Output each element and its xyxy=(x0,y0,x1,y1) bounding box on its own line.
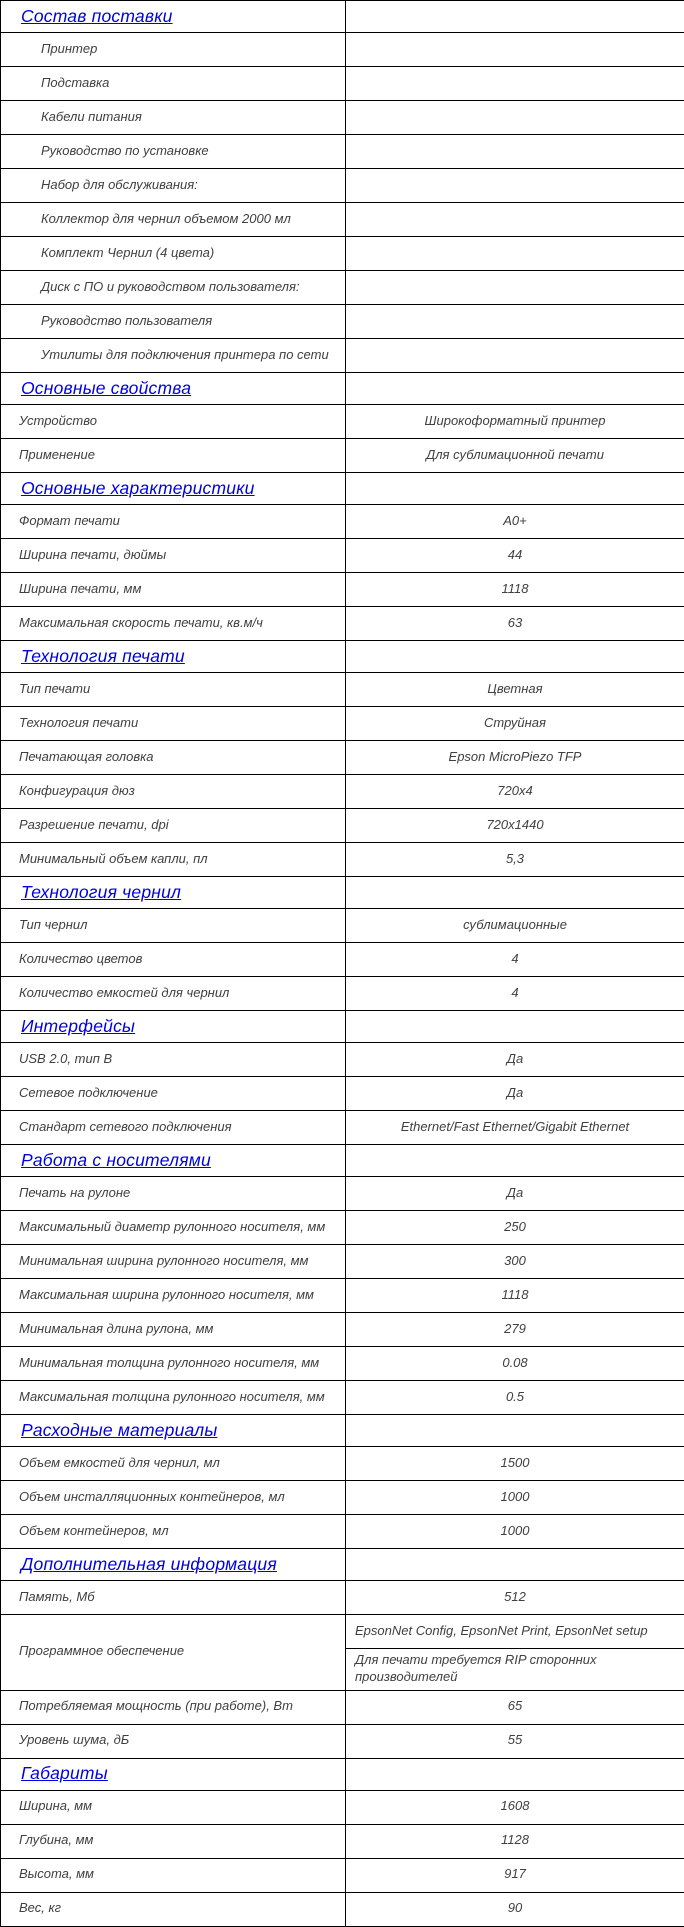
spec-value: 250 xyxy=(346,1211,684,1245)
spec-label: Тип чернил xyxy=(1,909,346,943)
spec-label: Применение xyxy=(1,439,346,473)
spec-value: Epson MicroPiezo TFP xyxy=(346,741,684,775)
spec-row xyxy=(1,809,684,843)
spec-value: Струйная xyxy=(346,707,684,741)
spec-value: 63 xyxy=(346,607,684,641)
spec-row xyxy=(1,505,684,539)
spec-label: Количество цветов xyxy=(1,943,346,977)
spec-value: Цветная xyxy=(346,673,684,707)
spec-label: Программное обеспечение xyxy=(1,1615,346,1691)
spec-row xyxy=(1,1581,684,1615)
section-title[interactable]: Технология чернил xyxy=(21,881,181,904)
spec-row xyxy=(1,1515,684,1549)
section-header-row xyxy=(1,1758,684,1790)
spec-row xyxy=(1,1724,684,1758)
section-header-empty-cell xyxy=(346,1145,684,1177)
spec-row xyxy=(1,67,684,101)
spec-label: Минимальная длина рулона, мм xyxy=(1,1313,346,1347)
section-title[interactable]: Дополнительная информация xyxy=(21,1553,277,1576)
spec-value xyxy=(346,203,684,237)
section-title[interactable]: Основные характеристики xyxy=(21,477,255,500)
section-header-empty-cell xyxy=(346,877,684,909)
spec-label: Максимальная ширина рулонного носителя, мм xyxy=(1,1279,346,1313)
spec-value: EpsonNet Config, EpsonNet Print, EpsonNet setup xyxy=(346,1615,684,1649)
spec-value: Да xyxy=(346,1177,684,1211)
spec-value: 55 xyxy=(346,1724,684,1758)
spec-row xyxy=(1,1381,684,1415)
spec-value: 4 xyxy=(346,977,684,1011)
section-header-empty-cell xyxy=(346,641,684,673)
spec-row xyxy=(1,439,684,473)
section-header-row xyxy=(1,641,684,673)
spec-row xyxy=(1,539,684,573)
spec-label: Объем контейнеров, мл xyxy=(1,1515,346,1549)
spec-label: Вес, кг xyxy=(1,1892,346,1926)
section-title-cell xyxy=(1,1011,346,1043)
section-title-cell xyxy=(1,1415,346,1447)
section-title-cell xyxy=(1,877,346,909)
spec-row xyxy=(1,339,684,373)
spec-value xyxy=(346,101,684,135)
spec-label: Объем инсталляционных контейнеров, мл xyxy=(1,1481,346,1515)
spec-value xyxy=(346,33,684,67)
section-title-cell xyxy=(1,473,346,505)
spec-value: Для печати требуется RIP сторонних производителей xyxy=(346,1649,684,1691)
spec-label: Конфигурация дюз xyxy=(1,775,346,809)
spec-row xyxy=(1,1347,684,1381)
spec-label: Устройство xyxy=(1,405,346,439)
spec-value: 720х1440 xyxy=(346,809,684,843)
spec-row xyxy=(1,1245,684,1279)
section-title[interactable]: Интерфейсы xyxy=(21,1015,135,1038)
spec-label: Печать на рулоне xyxy=(1,1177,346,1211)
spec-row xyxy=(1,135,684,169)
spec-row xyxy=(1,741,684,775)
spec-label: Высота, мм xyxy=(1,1858,346,1892)
spec-row xyxy=(1,1279,684,1313)
spec-label: Количество емкостей для чернил xyxy=(1,977,346,1011)
spec-row xyxy=(1,1177,684,1211)
spec-label: Печатающая головка xyxy=(1,741,346,775)
spec-table-body xyxy=(1,1,684,1927)
spec-row xyxy=(1,305,684,339)
section-title[interactable]: Расходные материалы xyxy=(21,1419,217,1442)
section-title-cell xyxy=(1,373,346,405)
spec-label: Принтер xyxy=(1,33,346,67)
spec-value: 1500 xyxy=(346,1447,684,1481)
spec-row xyxy=(1,405,684,439)
section-header-row xyxy=(1,1549,684,1581)
section-header-empty-cell xyxy=(346,1549,684,1581)
spec-value: 1118 xyxy=(346,1279,684,1313)
section-header-row xyxy=(1,1145,684,1177)
spec-value xyxy=(346,271,684,305)
spec-label: Память, Мб xyxy=(1,1581,346,1615)
section-header-row xyxy=(1,1415,684,1447)
spec-label: Руководство по установке xyxy=(1,135,346,169)
spec-row xyxy=(1,169,684,203)
spec-value: 512 xyxy=(346,1581,684,1615)
spec-value: 0.5 xyxy=(346,1381,684,1415)
spec-value xyxy=(346,67,684,101)
spec-row xyxy=(1,203,684,237)
spec-label: Сетевое подключение xyxy=(1,1077,346,1111)
spec-label: Ширина печати, мм xyxy=(1,573,346,607)
spec-value: Ethernet/Fast Ethernet/Gigabit Ethernet xyxy=(346,1111,684,1145)
spec-value: 0.08 xyxy=(346,1347,684,1381)
spec-row xyxy=(1,707,684,741)
spec-row xyxy=(1,1690,684,1724)
spec-value xyxy=(346,169,684,203)
section-title[interactable]: Габариты xyxy=(21,1762,108,1785)
spec-label: USB 2.0, тип B xyxy=(1,1043,346,1077)
spec-row xyxy=(1,943,684,977)
spec-value xyxy=(346,339,684,373)
spec-row xyxy=(1,607,684,641)
spec-row xyxy=(1,843,684,877)
section-title[interactable]: Работа с носителями xyxy=(21,1149,211,1172)
spec-label: Максимальная толщина рулонного носителя, мм xyxy=(1,1381,346,1415)
section-title-cell xyxy=(1,1145,346,1177)
spec-value: 65 xyxy=(346,1690,684,1724)
spec-label: Формат печати xyxy=(1,505,346,539)
spec-value: сублимационные xyxy=(346,909,684,943)
spec-label: Объем емкостей для чернил, мл xyxy=(1,1447,346,1481)
spec-row xyxy=(1,1313,684,1347)
spec-row xyxy=(1,673,684,707)
spec-row xyxy=(1,1892,684,1926)
spec-row xyxy=(1,1615,684,1649)
spec-row xyxy=(1,1790,684,1824)
section-header-row xyxy=(1,373,684,405)
spec-label: Минимальная ширина рулонного носителя, мм xyxy=(1,1245,346,1279)
section-title-cell xyxy=(1,1758,346,1790)
spec-value: 720х4 xyxy=(346,775,684,809)
spec-label: Разрешение печати, dpi xyxy=(1,809,346,843)
spec-row xyxy=(1,573,684,607)
spec-label: Подставка xyxy=(1,67,346,101)
section-header-row xyxy=(1,1011,684,1043)
spec-value: 1118 xyxy=(346,573,684,607)
section-title[interactable]: Основные свойства xyxy=(21,377,191,400)
spec-row xyxy=(1,1043,684,1077)
spec-row xyxy=(1,1447,684,1481)
spec-row xyxy=(1,33,684,67)
section-title-cell xyxy=(1,1549,346,1581)
spec-value xyxy=(346,305,684,339)
spec-label: Технология печати xyxy=(1,707,346,741)
section-header-empty-cell xyxy=(346,1415,684,1447)
section-header-empty-cell xyxy=(346,1,684,33)
section-header-empty-cell xyxy=(346,473,684,505)
spec-label: Набор для обслуживания: xyxy=(1,169,346,203)
spec-value: Да xyxy=(346,1043,684,1077)
spec-label: Комплект Чернил (4 цвета) xyxy=(1,237,346,271)
spec-value: Да xyxy=(346,1077,684,1111)
section-header-empty-cell xyxy=(346,373,684,405)
section-header-empty-cell xyxy=(346,1011,684,1043)
section-header-row xyxy=(1,1,684,33)
section-title-cell xyxy=(1,641,346,673)
spec-row xyxy=(1,977,684,1011)
spec-row xyxy=(1,775,684,809)
spec-value: 90 xyxy=(346,1892,684,1926)
spec-value: Для сублимационной печати xyxy=(346,439,684,473)
spec-row xyxy=(1,237,684,271)
spec-label: Потребляемая мощность (при работе), Вт xyxy=(1,1690,346,1724)
spec-value: 279 xyxy=(346,1313,684,1347)
spec-value: 1000 xyxy=(346,1515,684,1549)
spec-value: 917 xyxy=(346,1858,684,1892)
spec-row xyxy=(1,1111,684,1145)
section-header-row xyxy=(1,877,684,909)
spec-label: Стандарт сетевого подключения xyxy=(1,1111,346,1145)
spec-row xyxy=(1,1824,684,1858)
spec-value: 4 xyxy=(346,943,684,977)
spec-value: 5,3 xyxy=(346,843,684,877)
spec-row xyxy=(1,909,684,943)
spec-label: Ширина, мм xyxy=(1,1790,346,1824)
spec-value: Широкоформатный принтер xyxy=(346,405,684,439)
spec-row xyxy=(1,1077,684,1111)
spec-label: Тип печати xyxy=(1,673,346,707)
spec-row xyxy=(1,1858,684,1892)
spec-value xyxy=(346,237,684,271)
section-title[interactable]: Состав поставки xyxy=(21,5,173,28)
spec-value xyxy=(346,135,684,169)
spec-value: А0+ xyxy=(346,505,684,539)
spec-label: Утилиты для подключения принтера по сети xyxy=(1,339,346,373)
spec-value: 1128 xyxy=(346,1824,684,1858)
spec-label: Глубина, мм xyxy=(1,1824,346,1858)
spec-label: Ширина печати, дюймы xyxy=(1,539,346,573)
spec-label: Кабели питания xyxy=(1,101,346,135)
spec-label: Минимальная толщина рулонного носителя, мм xyxy=(1,1347,346,1381)
spec-row xyxy=(1,1211,684,1245)
section-header-empty-cell xyxy=(346,1758,684,1790)
spec-label: Уровень шума, дБ xyxy=(1,1724,346,1758)
spec-label: Минимальный объем капли, пл xyxy=(1,843,346,877)
spec-row xyxy=(1,271,684,305)
spec-label: Максимальная скорость печати, кв.м/ч xyxy=(1,607,346,641)
spec-row xyxy=(1,1481,684,1515)
spec-value: 1608 xyxy=(346,1790,684,1824)
spec-row xyxy=(1,101,684,135)
section-title-cell xyxy=(1,1,346,33)
spec-value: 300 xyxy=(346,1245,684,1279)
spec-value: 44 xyxy=(346,539,684,573)
section-header-row xyxy=(1,473,684,505)
spec-value: 1000 xyxy=(346,1481,684,1515)
spec-label: Коллектор для чернил объемом 2000 мл xyxy=(1,203,346,237)
spec-label: Диск с ПО и руководством пользователя: xyxy=(1,271,346,305)
section-title[interactable]: Технология печати xyxy=(21,645,185,668)
spec-label: Максимальный диаметр рулонного носителя, мм xyxy=(1,1211,346,1245)
spec-label: Руководство пользователя xyxy=(1,305,346,339)
